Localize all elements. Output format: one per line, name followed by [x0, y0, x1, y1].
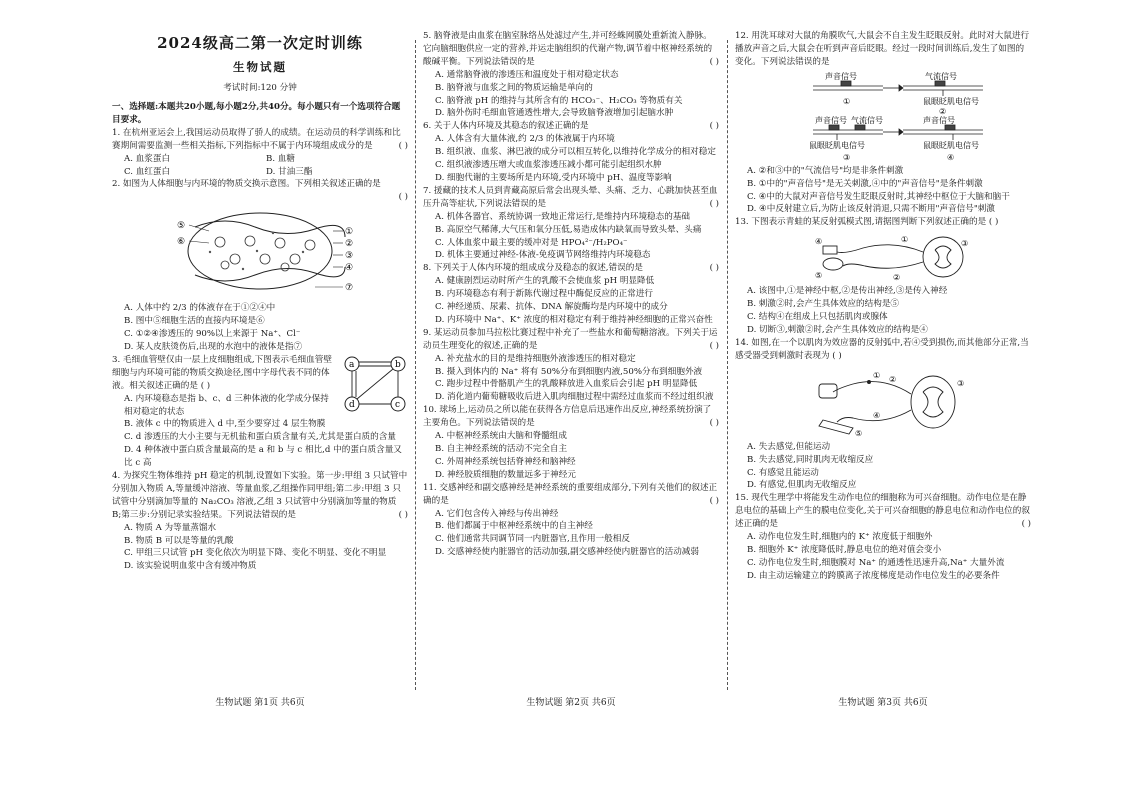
option-d: D. 该实验说明血浆中含有缓冲物质 [124, 561, 257, 572]
fig-label: ⑥ [177, 237, 186, 248]
option-b: B. 组织液、血浆、淋巴液的成分可以相互转化,以维持化学成分的相对稳定 [435, 147, 716, 158]
option-a: A. 人体中约 2/3 的体液存在于①②④中 [124, 303, 276, 314]
question-5 [423, 30, 719, 120]
option-d: D. 切断③,刺激②时,会产生具体效应的结构是④ [747, 324, 928, 335]
answer-paren: ( ) [398, 192, 408, 203]
option-d: D. 甘油三酯 [266, 166, 313, 177]
answer-paren: ( ) [709, 263, 719, 274]
answer-paren: ( ) [988, 217, 999, 228]
fig-label-n2: ② [939, 106, 947, 116]
option-c: C. 外周神经系统包括脊神经和脑神经 [435, 456, 576, 467]
question-stem: 5. 脑脊液是由血浆在脑室脉络丛处滤过产生,并可经蛛网膜处重新流入静脉。它向脑细胞供应一定的营养,并运走脑组织的代谢产物,调节着中枢神经系统的酸碱平衡。下列说法错误的是 [423, 31, 713, 67]
option-c: C. 组织液渗透压增大或血浆渗透压减小都可能引起组织水肿 [435, 160, 662, 171]
figure-muscle-reflex-arc [735, 366, 1031, 438]
fig-label: ⑤ [815, 271, 823, 281]
question-1 [112, 127, 408, 179]
figure-cell-exchange [112, 207, 408, 299]
option-b: B. 内环境稳态有利于新陈代谢过程中酶促反应的正常进行 [435, 289, 654, 300]
question-stem: 8. 下列关于人体内环境的组成成分及稳态的叙述,错误的是 [423, 263, 643, 274]
option-d: D. 机体主要通过神经-体液-免疫调节网络维持内环境稳态 [435, 250, 651, 261]
fig-label: ① [901, 235, 909, 245]
fig-label: ④ [345, 263, 354, 274]
section-heading: 一、选择题:本题共20小题,每小题2分,共40分。每小题只有一个选项符合题目要求。 [112, 102, 401, 125]
option-c: C. 结构④在组成上只包括肌肉或腺体 [747, 312, 888, 323]
answer-paren: ( ) [200, 380, 211, 391]
question-8 [423, 262, 719, 327]
exam-time: 考试时间:120 分钟 [223, 83, 297, 93]
option-b: B. 摄入到体内的 Na⁺ 将有 50%分布到细胞内液,50%分布到细胞外液 [435, 366, 703, 377]
question-stem: 2. 如图为人体细胞与内环境的物质交换示意图。下列相关叙述正确的是 [112, 179, 381, 190]
option-b: B. 失去感觉,同时肌肉无收缩反应 [747, 454, 874, 465]
option-b: B. 血糖 [266, 153, 295, 164]
question-stem: 3. 毛细血管壁仅由一层上皮细胞组成,下图表示毛细血管壁细胞与内环境可能的物质交换途径,图中字母代表不同的体液。相关叙述正确的是 [112, 354, 332, 391]
question-stem: 1. 在杭州亚运会上,我国运动员取得了骄人的成绩。在运动员的科学训练和比赛期间需要监测一些相关指标,下列指标中不属于内环境组成成分的是 [112, 127, 401, 151]
option-c: C. 有感觉且能运动 [747, 467, 819, 478]
fig-label-air: 气流信号 [925, 71, 957, 81]
fig-label: ③ [345, 251, 354, 262]
option-b: B. ①中的"声音信号"是无关刺激,④中的"声音信号"是条件刺激 [747, 178, 983, 189]
question-stem: 9. 某运动员参加马拉松比赛过程中补充了一些盐水和葡萄糖溶液。下列关于运动员生理变化的叙述,正确的是 [423, 327, 718, 351]
fig-label: ② [345, 239, 354, 250]
fig-label: ④ [873, 410, 881, 420]
fig-label: ② [893, 273, 901, 283]
question-3 [112, 354, 408, 470]
option-c: C. d 渗透压的大小主要与无机盐和蛋白质含量有关,尤其是蛋白质的含量 [124, 432, 396, 443]
option-a: A. 它们包含传入神经与传出神经 [435, 508, 559, 519]
option-d: D. 4 种体液中蛋白质含量最高的是 a 和 b 与 c 相比,d 中的蛋白质含量又比 c 高 [124, 445, 402, 469]
page-1 [112, 30, 408, 793]
page-footer-1: 生物试题 第1页 共6页 [215, 698, 305, 708]
answer-paren: ( ) [709, 198, 719, 209]
option-b: B. 细胞外 K⁺ 浓度降低时,静息电位的绝对值会变小 [747, 544, 942, 555]
option-c: C. 他们通常共同调节同一内脏器官,且作用一般相反 [435, 534, 630, 545]
option-d: D. 细胞代谢的主要场所是内环境,受内环境中 pH、温度等影响 [435, 172, 672, 183]
page-footer-3: 生物试题 第3页 共6页 [838, 698, 928, 708]
option-d: D. 内环境中 Na⁺、K⁺ 浓度的相对稳定有利于维持神经细胞的正常兴奋性 [435, 314, 713, 325]
option-a: A. 物质 A 为等量蒸馏水 [124, 522, 217, 533]
question-stem: 14. 如图,在一个以肌肉为效应器的反射弧中,若④受到损伤,而其他部分正常,当感受器受到刺激时表现为 [735, 337, 1029, 361]
option-c: C. 神经递质、尿素、抗体、DNA 解旋酶均是内环境中的成分 [435, 302, 668, 313]
question-7 [423, 185, 719, 262]
fig-label-sound: 声音信号 [923, 115, 955, 125]
option-b: B. 刺激②时,会产生具体效应的结构是⑤ [747, 299, 900, 310]
column-divider-2 [727, 40, 728, 690]
answer-paren: ( ) [398, 509, 408, 520]
option-a: A. 人体含有大量体液,约 2/3 的体液属于内环境 [435, 134, 615, 145]
option-a: A. 内环境稳态是指 b、c、d 三种体液的化学成分保持相对稳定的状态 [124, 393, 329, 417]
question-4 [112, 470, 408, 573]
fig-label-n4: ④ [947, 152, 955, 162]
question-2 [112, 178, 408, 353]
question-stem: 7. 援藏的技术人员到青藏高原后常会出现头晕、头痛、乏力、心跳加快甚至血压升高等症状,下列说法错误的是 [423, 185, 718, 209]
answer-paren: ( ) [709, 495, 719, 506]
option-a: A. 血浆蛋白 [124, 153, 171, 164]
answer-paren: ( ) [709, 418, 719, 429]
option-c: C. 动作电位发生时,细胞膜对 Na⁺ 的通透性迅速升高,Na⁺ 大量外流 [747, 557, 1005, 568]
option-d: D. ④中反射建立后,为防止该反射消退,只需不断用"声音信号"刺激 [747, 204, 995, 215]
fig-label: ⑤ [855, 428, 863, 438]
option-b: B. 脑脊液与血浆之间的物质运输是单向的 [435, 82, 593, 93]
answer-paren: ( ) [1021, 519, 1031, 530]
option-c: C. ④中的大鼠对声音信号发生眨眼反射时,其神经中枢位于大脑和脑干 [747, 191, 1010, 202]
question-stem: 4. 为探究生物体维持 pH 稳定的机制,设置如下实验。第一步:甲组 3 只试管中分别加入物质 A,等量缓冲溶液、等量血浆,乙组操作同甲组;第二步:甲组 3 只试管中分别滴加等量的 Na₂CO₃ 溶液,乙组 3 只试管中分别滴加等量的物质 B;第三步:分别记录实验结果。下列说法错误的是 [112, 471, 408, 520]
answer-paren: ( ) [709, 340, 719, 351]
option-a: A. 健康剧烈运动时所产生的乳酸不会使血浆 pH 明显降低 [435, 276, 655, 287]
fig-label-sound: 声音信号 [825, 71, 857, 81]
fig-label: ⑤ [177, 221, 186, 232]
page-2 [423, 30, 719, 793]
question-stem: 15. 现代生理学中将能发生动作电位的细胞称为可兴奋细胞。动作电位是在静息电位的基础上产生的膜电位变化,关于可兴奋细胞的静息电位和动作电位的叙述正确的是 [735, 493, 1030, 530]
option-d: D. 由主动运输建立的跨膜离子浓度梯度是动作电位发生的必要条件 [747, 570, 1000, 581]
fig-label: b [395, 359, 401, 370]
option-b: B. 高原空气稀薄,大气压和氧分压低,易造成体内缺氧而导致头晕、头痛 [435, 224, 702, 235]
question-12 [735, 30, 1031, 216]
figure-frog-reflex-arc [735, 232, 1031, 282]
question-stem: 6. 关于人体内环境及其稳态的叙述正确的是 [423, 121, 589, 132]
question-stem: 12. 用洗耳球对大鼠的角膜吹气,大鼠会不自主发生眨眼反射。此时对大鼠进行播放声音之后,大鼠会在听到声音后眨眼。经过一段时间训练后,发生了如图的变化。下列说法错误的是 [735, 31, 1030, 67]
fig-label: c [395, 399, 401, 410]
option-d: D. 有感觉,但肌肉无收缩反应 [747, 480, 857, 491]
fig-label-n3: ③ [843, 152, 851, 162]
option-c: C. ①②④渗透压的 90%以上来源于 Na⁺、Cl⁻ [124, 329, 301, 340]
option-a: A. 该图中,①是神经中枢,②是传出神经,③是传入神经 [747, 286, 948, 297]
question-15 [735, 492, 1031, 582]
option-c: C. 跑步过程中骨骼肌产生的乳酸释放进入血浆后会引起 pH 明显降低 [435, 379, 698, 390]
option-d: D. 消化道内葡萄糖吸收后进入肌肉细胞过程中需经过血浆而不经过组织液 [435, 392, 714, 403]
exam-title: 2024级高二第一次定时训练 [157, 34, 363, 52]
fig-label: ③ [961, 239, 969, 249]
option-b: B. 液体 c 中的物质进入 d 中,至少要穿过 4 层生物膜 [124, 419, 326, 430]
fig-label: ⑦ [345, 283, 354, 294]
question-14 [735, 337, 1031, 492]
option-c: C. 血红蛋白 [124, 166, 171, 177]
option-c: C. 人体血浆中最主要的缓冲对是 HPO₄²⁻/H₂PO₄⁻ [435, 237, 628, 248]
answer-paren: ( ) [709, 56, 719, 67]
fig-label: ④ [815, 237, 823, 247]
option-a: A. ②和③中的"气流信号"均是非条件刺激 [747, 165, 904, 176]
option-b: B. 他们都属于中枢神经系统中的自主神经 [435, 521, 593, 532]
question-10 [423, 404, 719, 481]
option-b: B. 物质 B 可以是等量的乳酸 [124, 535, 234, 546]
answer-paren: ( ) [709, 121, 719, 132]
fig-label-n1: ① [843, 96, 851, 106]
option-a: A. 失去感觉,但能运动 [747, 441, 831, 452]
figure-fluid-exchange [342, 354, 408, 414]
option-c: C. 脑脊液 pH 的维持与其所含有的 HCO₃⁻、H₂CO₃ 等物质有关 [435, 95, 683, 106]
answer-paren: ( ) [832, 350, 842, 361]
option-d: D. 交感神经使内脏器官的活动加强,副交感神经使内脏器官的活动减弱 [435, 547, 699, 558]
fig-label-sound: 声音信号 [815, 115, 847, 125]
fig-label: a [349, 359, 355, 370]
fig-label: ③ [957, 378, 965, 388]
question-11 [423, 482, 719, 559]
fig-label: ① [873, 370, 881, 380]
page-3 [735, 30, 1031, 793]
page-footer-2: 生物试题 第2页 共6页 [526, 698, 616, 708]
fig-label-air: 气流信号 [851, 115, 883, 125]
subject-title: 生物试题 [233, 60, 287, 74]
question-13 [735, 216, 1031, 337]
fig-label: ② [889, 374, 897, 384]
option-a: A. 补充盐水的目的是维持细胞外液渗透压的相对稳定 [435, 353, 636, 364]
option-a: A. 动作电位发生时,细胞内的 K⁺ 浓度低于细胞外 [747, 532, 933, 543]
question-9 [423, 327, 719, 404]
fig-label-blink: 鼠眼眨肌电信号 [809, 140, 865, 150]
fig-label-blink: 鼠眼眨肌电信号 [923, 96, 979, 106]
question-stem: 13. 下图表示青蛙的某反射弧模式图,请据图判断下列叙述正确的是 [735, 217, 987, 228]
fig-label: d [349, 399, 355, 410]
fig-label-blink: 鼠眼眨肌电信号 [923, 140, 979, 150]
option-d: D. 神经胶质细胞的数量远多于神经元 [435, 469, 576, 480]
option-a: A. 中枢神经系统由大脑和脊髓组成 [435, 431, 567, 442]
fig-label: ① [345, 227, 354, 238]
question-6 [423, 120, 719, 185]
option-c: C. 甲组三只试管 pH 变化依次为明显下降、变化不明显、变化不明显 [124, 548, 387, 559]
option-b: B. 图中⑤细胞生活的直接内环境是⑥ [124, 316, 265, 327]
option-a: A. 机体各器官、系统协调一致地正常运行,是维持内环境稳态的基础 [435, 211, 691, 222]
option-a: A. 通常脑脊液的渗透压和温度处于相对稳定状态 [435, 69, 619, 80]
question-stem: 11. 交感神经和副交感神经是神经系统的重要组成部分,下列有关他们的叙述正确的是 [423, 482, 718, 506]
column-divider-1 [415, 40, 416, 690]
option-d: D. 脑外伤时毛细血管通透性增大,会导致脑脊液增加引起脑水肿 [435, 108, 674, 119]
figure-blink-reflex [735, 72, 1031, 162]
answer-paren: ( ) [398, 140, 408, 151]
option-d: D. 某人皮肤烫伤后,出现的水泡中的液体是指⑦ [124, 341, 303, 352]
question-stem: 10. 球场上,运动员之所以能在获得各方信息后迅速作出反应,神经系统扮演了主要角色。下列说法错误的是 [423, 405, 712, 429]
option-b: B. 自主神经系统的活动不完全自主 [435, 444, 568, 454]
